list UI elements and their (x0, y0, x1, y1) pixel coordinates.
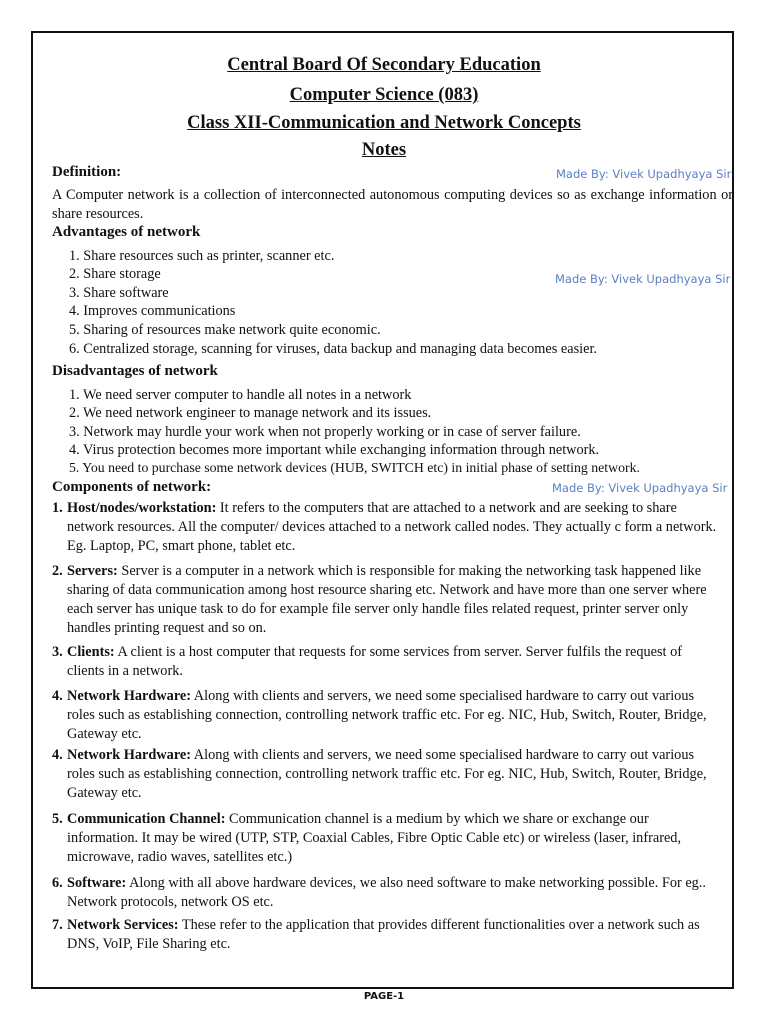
component-text: Along with clients and servers, we need some specialised hardware to carry out various roles such as establishing connection, controlling network traffic etc. For eg. NIC, Hub, Switch, Router, Bridge, Gateway etc. (67, 747, 707, 801)
page-number: PAGE-1 (363, 991, 405, 1002)
component-text: It refers to the computers that are attached to a network and are seeking to share network resources. All the computer/ devices attached to a network called nodes. They actually c form a network. Eg. Laptop, PC, smart phone, tablet etc. (67, 500, 717, 554)
subject-title: Computer Science (083) (289, 85, 479, 105)
component-term: Network Hardware: (67, 688, 192, 704)
component-term: Software: (67, 875, 127, 891)
component-text: Along with clients and servers, we need some specialised hardware to carry out various roles such as establishing connection, controlling network traffic etc. For eg. NIC, Hub, Switch, Router, Bridge, Gateway etc. (67, 688, 707, 742)
component-term: Network Hardware: (67, 747, 192, 763)
component-term: Communication Channel: (67, 811, 226, 827)
component-number: 1. (52, 500, 63, 516)
component-servers (52, 562, 720, 638)
disadvantage-item: 2. We need network engineer to manage network and its issues. (69, 405, 432, 421)
component-text: Along with all above hardware devices, we also need software to make networking possible. For eg.. Network protocols, network OS etc. (67, 875, 706, 910)
advantages-heading: Advantages of network (52, 224, 201, 240)
definition-text: A Computer network is a collection of interconnected autonomous computing devices so as exchange information or share resources. (52, 187, 733, 222)
component-term: Network Services: (67, 917, 179, 933)
components-heading: Components of network: (52, 479, 212, 495)
disadvantage-item: 3. Network may hurdle your work when not properly working or in case of server failure. (69, 424, 581, 440)
component-text: Server is a computer in a network which is responsible for making the networking task happened like sharing of data communication among host resource sharing etc. Network and have more than one server where each server has unique task to do for example file server only handle files related request, printer server only handles printing request and so on. (67, 563, 707, 636)
component-term: Servers: (67, 563, 118, 579)
advantage-item: 1. Share resources such as printer, scanner etc. (69, 248, 335, 264)
notes-title: Notes (361, 140, 407, 160)
component-number: 4. (52, 688, 63, 704)
board-title: Central Board Of Secondary Education (227, 55, 541, 75)
disadvantages-heading: Disadvantages of network (52, 363, 218, 379)
component-number: 2. (52, 563, 63, 579)
watermark-text: Made By: Vivek Upadhyaya Sir (555, 272, 731, 286)
disadvantage-item: 4. Virus protection becomes more important while exchanging information through network. (69, 442, 600, 458)
advantage-item: 6. Centralized storage, scanning for viruses, data backup and managing data becomes easier. (69, 341, 598, 357)
disadvantage-item: 5. You need to purchase some network devices (HUB, SWITCH etc) in initial phase of setting network. (69, 460, 640, 475)
component-number: 3. (52, 644, 63, 660)
advantage-item: 3. Share software (69, 285, 169, 301)
component-term: Clients: (67, 644, 115, 660)
advantage-item: 2. Share storage (69, 266, 161, 282)
component-number: 4. (52, 747, 63, 763)
component-host (52, 499, 720, 556)
watermark-text: Made By: Vivek Upadhyaya Sir (552, 481, 728, 495)
component-text: These refer to the application that provides different functionalities over a network such as DNS, VoIP, File Sharing etc. (67, 917, 700, 952)
definition-heading: Definition: (52, 164, 122, 180)
component-number: 6. (52, 875, 63, 891)
component-clients (52, 643, 720, 681)
component-communication-channel (52, 810, 720, 867)
component-number: 5. (52, 811, 63, 827)
component-network-hardware (52, 746, 720, 803)
chapter-title (0, 112, 768, 134)
watermark-text: Made By: Vivek Upadhyaya Sir (556, 167, 732, 181)
class-label: Class XII (187, 113, 262, 133)
component-software (52, 874, 720, 912)
disadvantage-item: 1. We need server computer to handle all notes in a network (69, 387, 412, 403)
component-text: Communication channel is a medium by which we share or exchange our information. It may be wired (UTP, STP, Coaxial Cables, Fibre Optic Cable etc) or wireless (laser, infrared, microwave, radio waves, satellites etc.) (67, 811, 682, 865)
component-network-hardware (52, 687, 720, 744)
component-number: 7. (52, 917, 63, 933)
component-network-services (52, 916, 720, 954)
chapter-name: -Communication and Network Concepts (261, 113, 581, 133)
advantage-item: 4. Improves communications (69, 303, 236, 319)
component-text: A client is a host computer that requests for some services from server. Server fulfils the request of clients in a network. (67, 644, 683, 679)
advantage-item: 5. Sharing of resources make network quite economic. (69, 322, 381, 338)
component-term: Host/nodes/workstation: (67, 500, 217, 516)
